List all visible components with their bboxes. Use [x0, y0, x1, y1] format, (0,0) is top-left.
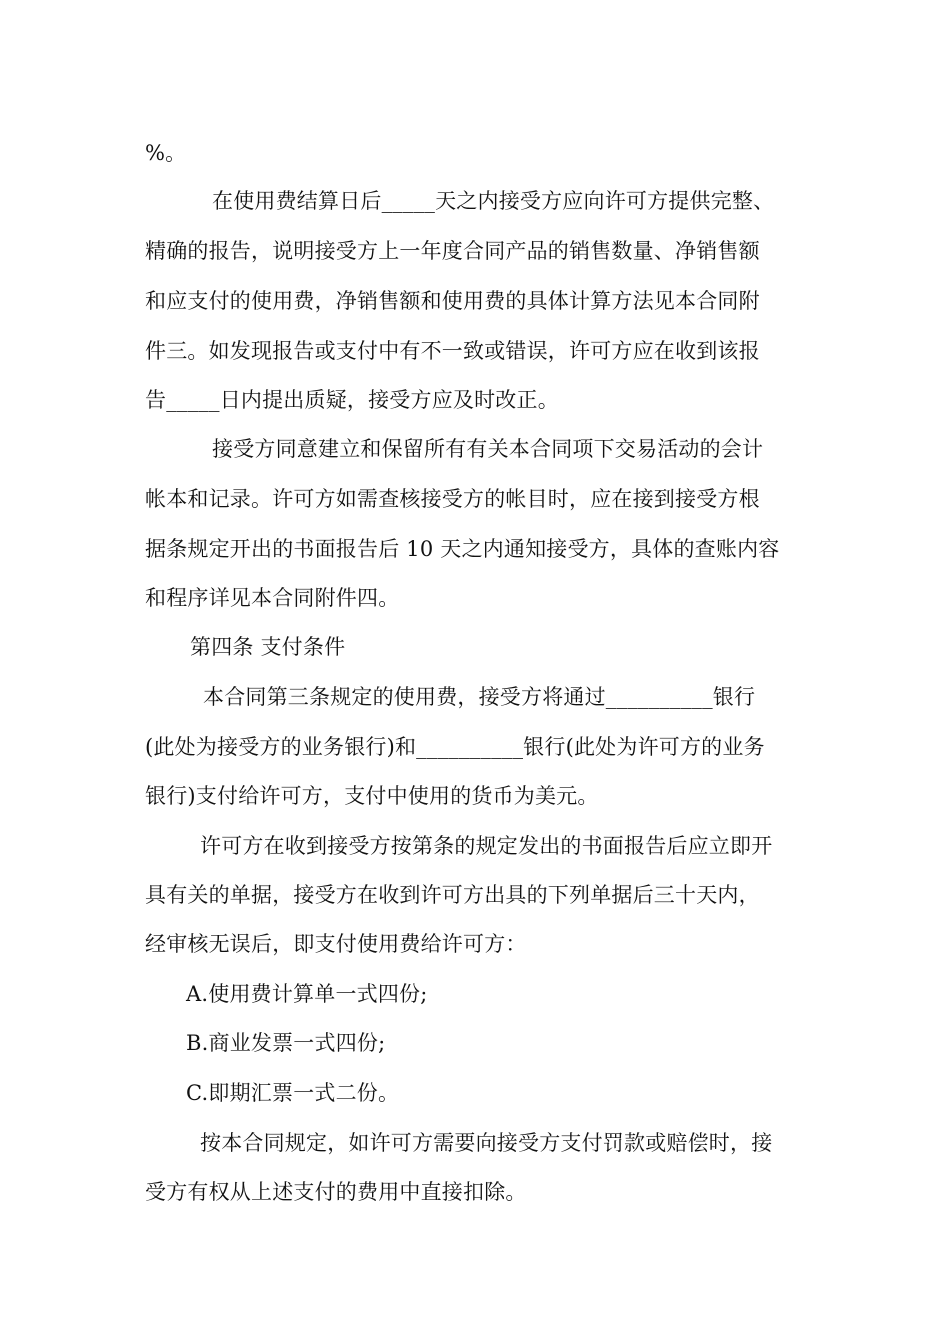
- paragraph-documents-line-2: 具有关的单据，接受方在收到许可方出具的下列单据后三十天内，: [145, 883, 760, 907]
- paragraph-banks-line-2: (此处为接受方的业务银行)和__________银行(此处为许可方的业务: [145, 735, 765, 759]
- paragraph-accounts-line-3: 据条规定开出的书面报告后 10 天之内通知接受方，具体的查账内容: [145, 537, 780, 561]
- paragraph-report-line-5: 告_____日内提出质疑，接受方应及时改正。: [145, 388, 559, 412]
- paragraph-accounts-line-4: 和程序详见本合同附件四。: [145, 586, 400, 610]
- paragraph-accounts-line-2: 帐本和记录。许可方如需查核接受方的帐目时，应在接到接受方根: [145, 487, 760, 511]
- paragraph-accounts-line-1: 接受方同意建立和保留所有有关本合同项下交易活动的会计: [212, 437, 764, 461]
- paragraph-documents-line-1: 许可方在收到接受方按第条的规定发出的书面报告后应立即开: [200, 834, 773, 858]
- article-four-heading: 第四条 支付条件: [190, 635, 346, 659]
- paragraph-report-line-3: 和应支付的使用费，净销售额和使用费的具体计算方法见本合同附: [145, 289, 760, 313]
- paragraph-deduction-line-1: 按本合同规定，如许可方需要向接受方支付罚款或赔偿时，接: [200, 1131, 773, 1155]
- paragraph-deduction-line-2: 受方有权从上述支付的费用中直接扣除。: [145, 1180, 527, 1204]
- paragraph-banks-line-1: 本合同第三条规定的使用费，接受方将通过__________银行: [203, 685, 756, 709]
- paragraph-report-line-1: 在使用费结算日后_____天之内接受方应向许可方提供完整、: [212, 189, 775, 213]
- paragraph-report-line-4: 件三。如发现报告或支付中有不一致或错误，许可方应在收到该报: [145, 339, 760, 363]
- list-item-c: C.即期汇票一式二份。: [186, 1081, 400, 1105]
- paragraph-documents-line-3: 经审核无误后，即支付使用费给许可方：: [145, 932, 527, 956]
- paragraph-report-line-2: 精确的报告，说明接受方上一年度合同产品的销售数量、净销售额: [145, 239, 760, 263]
- paragraph-banks-line-3: 银行)支付给许可方，支付中使用的货币为美元。: [145, 784, 599, 808]
- text-line-percent: %。: [145, 141, 187, 165]
- list-item-b: B.商业发票一式四份;: [186, 1031, 386, 1055]
- list-item-a: A.使用费计算单一式四份;: [186, 982, 428, 1006]
